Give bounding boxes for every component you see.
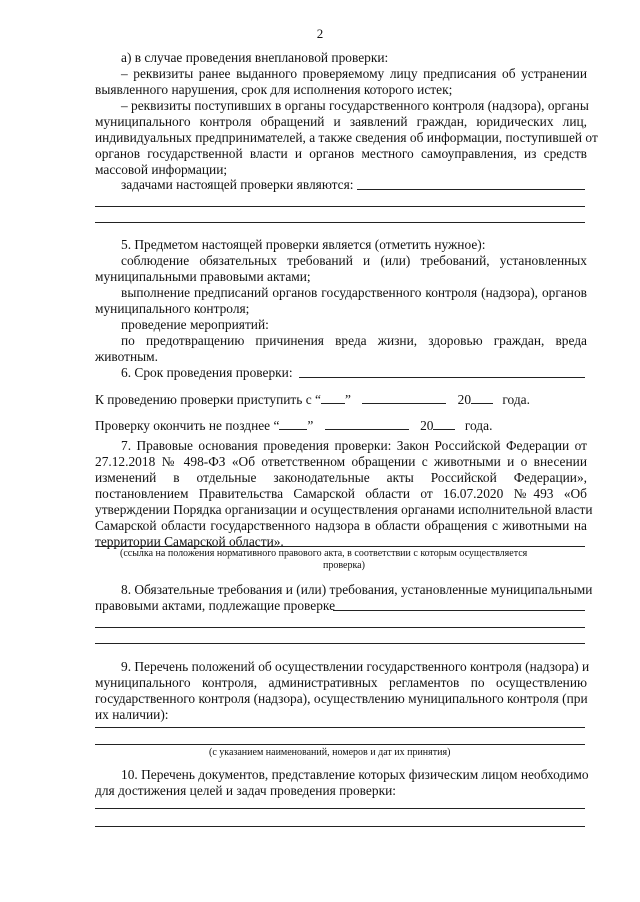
- text-line: муниципального контроля обращений и заявлений граждан, юридических лиц,: [95, 114, 587, 129]
- fill-line: [95, 627, 585, 628]
- start-date-line: К проведению проверки приступить с “ ” 20 года.: [95, 392, 530, 407]
- footnote: проверка): [323, 560, 365, 571]
- text-line: для достижения целей и задач проведения проверки:: [95, 783, 396, 798]
- text-line: 27.12.2018 № 498-ФЗ «Об ответственном обращении с животными и о внесении: [95, 454, 587, 469]
- text-line: их наличии):: [95, 707, 169, 722]
- end-date-line: Проверку окончить не позднее “ ” 20 года.: [95, 418, 493, 433]
- fill-line: [299, 377, 585, 378]
- text-line: 10. Перечень документов, представление которых физическим лицом необходимо: [121, 767, 589, 782]
- text-line: – реквизиты ранее выданного проверяемому лицу предписания об устранении: [121, 66, 587, 81]
- text-line: правовыми актами, подлежащие проверке: [95, 598, 336, 613]
- text-line: 8. Обязательные требования и (или) требования, установленные муниципальными: [121, 582, 593, 597]
- text-line: проведение мероприятий:: [121, 317, 269, 332]
- text-line: утверждении Порядка организации и осуществления органами исполнительной власти: [95, 502, 593, 517]
- text-line: соблюдение обязательных требований и (или) требований, установленных: [121, 253, 587, 268]
- text-line: 5. Предметом настоящей проверки является (отметить нужное):: [121, 237, 486, 252]
- text-line: изменений в отдельные законодательные акты Российской Федерации»,: [95, 470, 587, 485]
- text-line: муниципальными правовыми актами;: [95, 269, 311, 284]
- fill-line: [95, 546, 585, 547]
- text-line: массовой информации;: [95, 162, 228, 177]
- text-line: задачами настоящей проверки являются:: [121, 177, 354, 192]
- text-line: территории Самарской области».: [95, 534, 284, 549]
- text-line: муниципального контроля;: [95, 301, 250, 316]
- footnote: (с указанием наименований, номеров и дат их принятия): [209, 747, 451, 758]
- page-number: 2: [316, 26, 324, 41]
- text-line: 9. Перечень положений об осуществлении государственного контроля (надзора) и: [121, 659, 590, 674]
- text-line: 7. Правовые основания проведения проверки: Закон Российской Федерации от: [121, 438, 587, 453]
- text-line: выполнение предписаний органов государственного контроля (надзора), органов: [121, 285, 587, 300]
- fill-line: [357, 189, 585, 190]
- text-line: Самарской области государственного надзора в области обращения с животными на: [95, 518, 587, 533]
- fill-line: [95, 222, 585, 223]
- text-line: а) в случае проведения внеплановой проверки:: [121, 50, 389, 65]
- fill-line: [95, 643, 585, 644]
- text-line: индивидуальных предпринимателей, а также сведения об информации, поступившей от: [95, 130, 598, 145]
- fill-line: [95, 826, 585, 827]
- text-line: – реквизиты поступивших в органы государственного контроля (надзора), органы: [121, 98, 589, 113]
- text-line: государственного контроля (надзора), осуществлению муниципального контроля (при: [95, 691, 588, 706]
- footnote: (ссылка на положения нормативного правового акта, в соответствии с которым осуществляется: [120, 548, 528, 559]
- fill-line: [95, 206, 585, 207]
- fill-line: [95, 744, 585, 745]
- text-line: выявленного нарушения, срок для исполнения которого истек;: [95, 82, 453, 97]
- text-line: органов государственной власти и органов местного самоуправления, из средств: [95, 146, 587, 161]
- text-line: муниципального контроля, административных регламентов по осуществлению: [95, 675, 587, 690]
- text-line: 6. Срок проведения проверки:: [121, 365, 293, 380]
- fill-line: [333, 610, 585, 611]
- text-line: по предотвращению причинения вреда жизни, здоровью граждан, вреда: [121, 333, 587, 348]
- fill-line: [95, 808, 585, 809]
- text-line: животным.: [95, 349, 159, 364]
- text-line: постановлением Правительства Самарской области от 16.07.2020 №493 «Об: [95, 486, 587, 501]
- fill-line: [95, 727, 585, 728]
